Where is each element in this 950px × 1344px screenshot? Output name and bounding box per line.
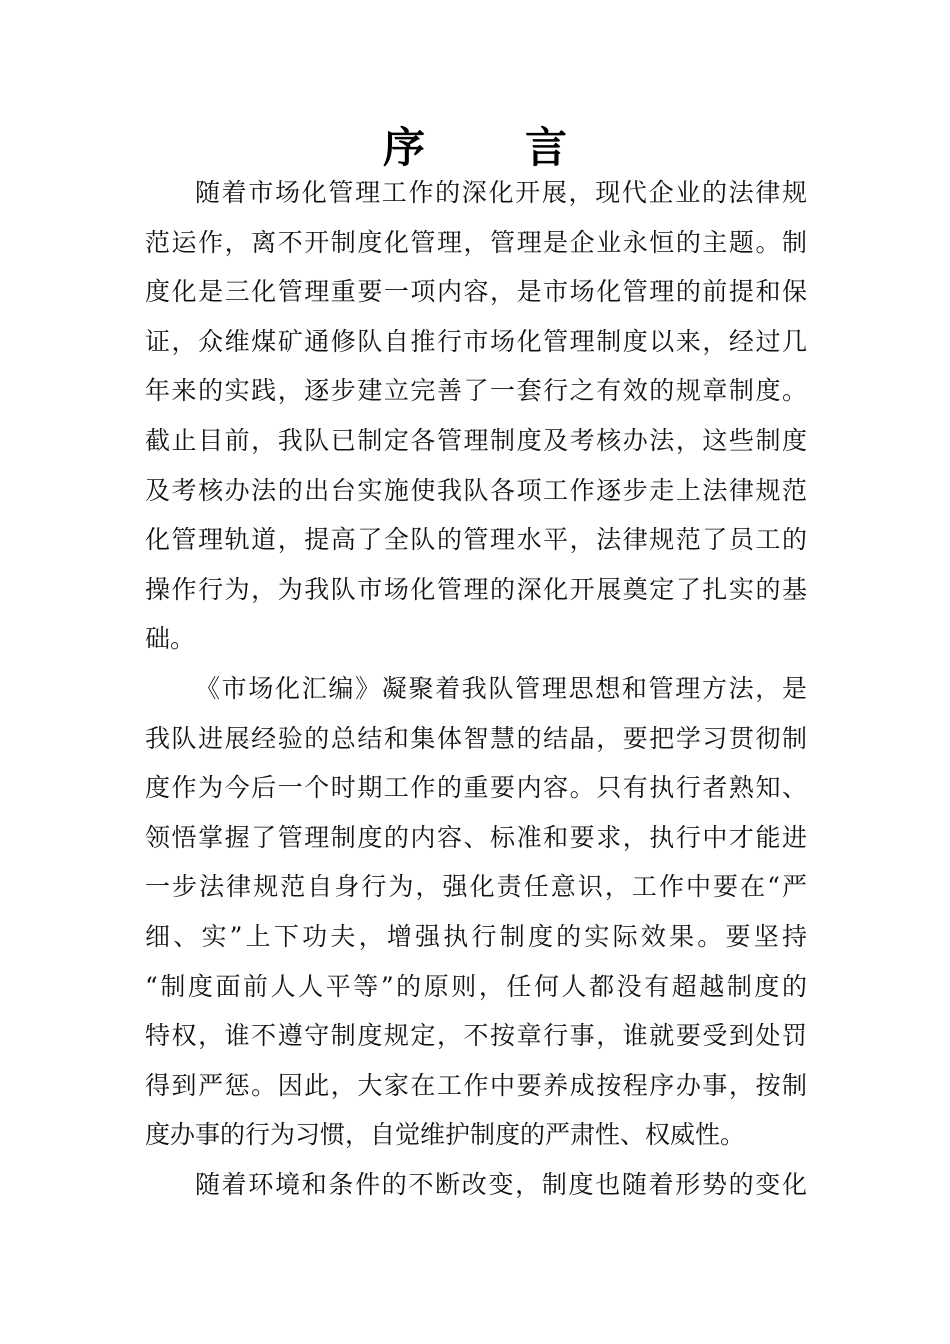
paragraph-line: 随着环境和条件的不断改变，制度也随着形势的变化 — [195, 1169, 807, 1199]
paragraph-line: 操作行为，为我队市场化管理的深化开展奠定了扎实的基 — [145, 574, 807, 604]
paragraph-2 — [145, 664, 807, 1160]
title-char-2: 言 — [525, 123, 568, 172]
paragraph-3 — [145, 1160, 807, 1210]
paragraph-line: 化管理轨道，提高了全队的管理水平，法律规范了员工的 — [145, 525, 807, 555]
title-char-1: 序 — [382, 123, 425, 172]
paragraph-line: 度办事的行为习惯，自觉维护制度的严肃性、权威性。 — [145, 1120, 746, 1150]
paragraph-line: 一步法律规范自身行为，强化责任意识，工作中要在“严 — [145, 872, 807, 902]
paragraph-line: 年来的实践，逐步建立完善了一套行之有效的规章制度。 — [145, 376, 807, 406]
paragraph-line: 随着市场化管理工作的深化开展，现代企业的法律规 — [195, 178, 807, 207]
paragraph-line: 领悟掌握了管理制度的内容、标准和要求，执行中才能进 — [145, 822, 807, 852]
paragraph-line: “制度面前人人平等”的原则，任何人都没有超越制度的 — [145, 971, 807, 1001]
paragraph-line: 《市场化汇编》凝聚着我队管理思想和管理方法，是 — [195, 673, 807, 703]
paragraph-line: 我队进展经验的总结和集体智慧的结晶，要把学习贯彻制 — [145, 723, 807, 753]
paragraph-line: 特权，谁不遵守制度规定，不按章行事，谁就要受到处罚 — [145, 1021, 807, 1051]
paragraph-1 — [145, 168, 807, 664]
paragraph-line: 细、实”上下功夫，增强执行制度的实际效果。要坚持 — [145, 921, 807, 951]
paragraph-line: 度作为今后一个时期工作的重要内容。只有执行者熟知、 — [145, 773, 807, 803]
paragraph-line: 截止目前，我队已制定各管理制度及考核办法，这些制度 — [145, 425, 807, 455]
paragraph-line: 证，众维煤矿通修队自推行市场化管理制度以来，经过几 — [145, 326, 807, 356]
paragraph-line: 得到严惩。因此，大家在工作中要养成按程序办事，按制 — [145, 1070, 807, 1100]
paragraph-line: 度化是三化管理重要一项内容，是市场化管理的前提和保 — [145, 277, 807, 307]
document-body — [145, 168, 807, 1209]
paragraph-line: 及考核办法的出台实施使我队各项工作逐步走上法律规范 — [145, 475, 807, 505]
paragraph-line: 范运作，离不开制度化管理，管理是企业永恒的主题。制 — [145, 227, 807, 257]
paragraph-line: 础。 — [145, 624, 196, 654]
